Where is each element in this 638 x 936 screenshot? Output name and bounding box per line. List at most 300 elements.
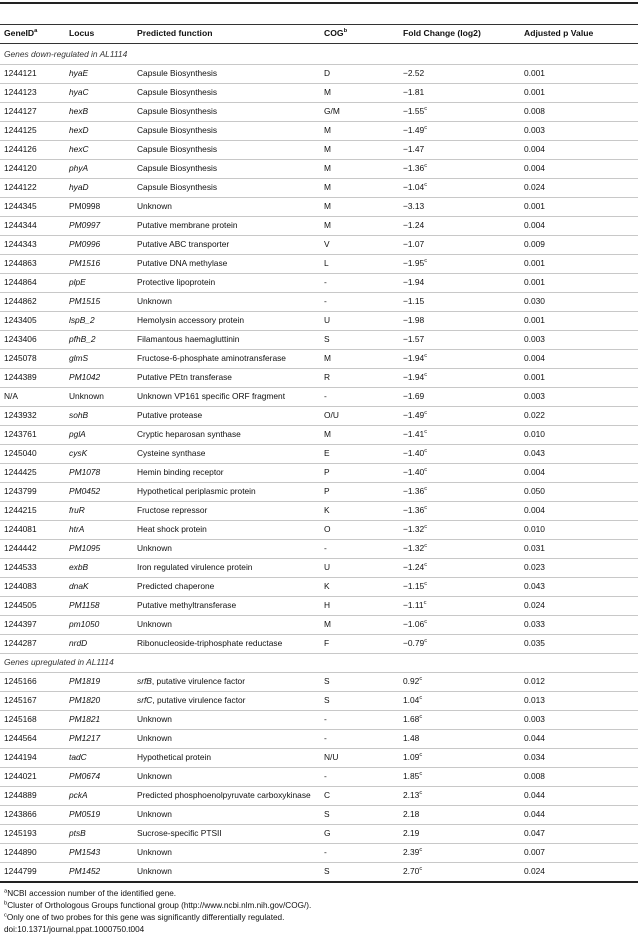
adjusted-p-value: 0.043 <box>524 448 545 458</box>
cell-fold-change <box>403 159 427 178</box>
fold-change: −1.04 <box>403 182 425 192</box>
cog-group: E <box>324 448 330 458</box>
predicted-function: Putative protease <box>137 410 203 420</box>
cell-function <box>137 729 172 748</box>
locus: sohB <box>69 410 89 420</box>
cog-group: H <box>324 600 331 610</box>
cell-cog <box>324 216 331 235</box>
cog-group: S <box>324 695 330 705</box>
cell-cog <box>324 786 330 805</box>
cell-p-value <box>524 710 545 729</box>
locus: PM0998 <box>69 201 101 211</box>
predicted-function: Cryptic heparosan synthase <box>137 429 241 439</box>
gene-id: 1244021 <box>4 771 37 781</box>
cell-p-value <box>524 577 545 596</box>
table-bottom-rule <box>0 881 638 883</box>
gene-id: 1244442 <box>4 543 37 553</box>
cell-gene-id <box>4 102 37 121</box>
adjusted-p-value: 0.001 <box>524 258 545 268</box>
gene-id: 1245078 <box>4 353 37 363</box>
column-header-footnote-mark: a <box>34 28 38 35</box>
cell-fold-change <box>403 406 427 425</box>
cog-group: M <box>324 182 331 192</box>
gene-id: 1243761 <box>4 429 37 439</box>
cell-locus <box>69 672 100 691</box>
adjusted-p-value: 0.010 <box>524 429 545 439</box>
cell-p-value <box>524 349 545 368</box>
cell-fold-change <box>403 482 427 501</box>
predicted-function: Capsule Biosynthesis <box>137 68 218 78</box>
adjusted-p-value: 0.001 <box>524 372 545 382</box>
locus: pfhB_2 <box>69 334 96 344</box>
adjusted-p-value: 0.004 <box>524 220 545 230</box>
adjusted-p-value: 0.004 <box>524 163 545 173</box>
cell-fold-change <box>403 140 424 159</box>
function-gene-name: srfB <box>137 676 152 686</box>
cell-p-value <box>524 558 545 577</box>
adjusted-p-value: 0.031 <box>524 543 545 553</box>
gene-id: 1244083 <box>4 581 37 591</box>
cell-locus <box>69 235 100 254</box>
cell-p-value <box>524 178 545 197</box>
footnote-text: NCBI accession number of the identified gene. <box>7 889 177 898</box>
cell-fold-change <box>403 539 427 558</box>
cog-group: - <box>324 714 327 724</box>
function-gene-name: srfC <box>137 695 153 705</box>
cell-p-value <box>524 691 545 710</box>
cell-gene-id <box>4 843 37 862</box>
adjusted-p-value: 0.001 <box>524 201 545 211</box>
fold-change: −0.79 <box>403 638 425 648</box>
adjusted-p-value: 0.034 <box>524 752 545 762</box>
cell-cog <box>324 691 330 710</box>
predicted-function: Heat shock protein <box>137 524 207 534</box>
locus: dnaK <box>69 581 89 591</box>
cell-gene-id <box>4 767 37 786</box>
cell-p-value <box>524 216 545 235</box>
footnote-mark: a <box>4 888 8 895</box>
cell-cog <box>324 805 330 824</box>
cell-gene-id <box>4 64 37 83</box>
cell-p-value <box>524 843 545 862</box>
cell-cog <box>324 729 327 748</box>
adjusted-p-value: 0.043 <box>524 581 545 591</box>
gene-id: 1244215 <box>4 505 37 515</box>
gene-id: 1243866 <box>4 809 37 819</box>
cell-gene-id <box>4 292 37 311</box>
cell-function <box>137 767 172 786</box>
fold-change: −1.24 <box>403 220 425 230</box>
fold-change: −1.06 <box>403 619 425 629</box>
fold-change: −1.94 <box>403 353 425 363</box>
fold-change: 1.68 <box>403 714 420 724</box>
fold-change: −1.32 <box>403 524 425 534</box>
cell-locus <box>69 805 100 824</box>
predicted-function: Filamantous haemagluttinin <box>137 334 240 344</box>
fold-change: −1.95 <box>403 258 425 268</box>
cell-fold-change <box>403 330 424 349</box>
cell-cog <box>324 672 330 691</box>
section-heading-label: Genes down-regulated in AL1114 <box>4 49 128 59</box>
locus: PM0452 <box>69 486 101 496</box>
cell-function <box>137 539 172 558</box>
fold-change-footnote-mark: c <box>424 467 428 474</box>
cell-cog <box>324 444 330 463</box>
adjusted-p-value: 0.003 <box>524 714 545 724</box>
cell-locus <box>69 159 88 178</box>
locus: exbB <box>69 562 89 572</box>
gene-id: 1243932 <box>4 410 37 420</box>
cell-cog <box>324 501 330 520</box>
cog-group: R <box>324 372 331 382</box>
fold-change-footnote-mark: c <box>424 543 428 550</box>
fold-change: −3.13 <box>403 201 425 211</box>
predicted-function: Capsule Biosynthesis <box>137 182 218 192</box>
cell-function <box>137 596 236 615</box>
locus: PM1078 <box>69 467 101 477</box>
cell-gene-id <box>4 254 37 273</box>
cell-cog <box>324 843 327 862</box>
cell-p-value <box>524 425 545 444</box>
cog-group: L <box>324 258 329 268</box>
cell-gene-id <box>4 178 37 197</box>
cell-fold-change <box>403 824 419 843</box>
predicted-function: Unknown <box>137 619 172 629</box>
cell-gene-id <box>4 805 37 824</box>
cell-fold-change <box>403 235 424 254</box>
cell-cog <box>324 292 327 311</box>
cog-group: M <box>324 220 331 230</box>
fold-change: −1.40 <box>403 467 425 477</box>
cell-gene-id <box>4 672 37 691</box>
cell-function <box>137 368 232 387</box>
fold-change: 1.48 <box>403 733 420 743</box>
cell-locus <box>69 615 99 634</box>
cell-function <box>137 330 239 349</box>
adjusted-p-value: 0.044 <box>524 809 545 819</box>
gene-id: 1244126 <box>4 144 37 154</box>
fold-change: −1.32 <box>403 543 425 553</box>
predicted-function: , putative virulence factor <box>152 695 246 705</box>
cell-fold-change <box>403 102 427 121</box>
cell-fold-change <box>403 254 427 273</box>
fold-change: 0.92 <box>403 676 420 686</box>
column-header-label: Predicted function <box>137 28 213 38</box>
adjusted-p-value: 0.044 <box>524 733 545 743</box>
cell-p-value <box>524 121 545 140</box>
cog-group: V <box>324 239 330 249</box>
cell-function <box>137 691 245 710</box>
cell-gene-id <box>4 235 37 254</box>
cell-cog <box>324 482 330 501</box>
footnote-text: Cluster of Orthologous Groups functional group (http://www.ncbi.nlm.nih.gov/COG/). <box>7 901 312 910</box>
gene-id: 1244123 <box>4 87 37 97</box>
cell-locus <box>69 786 88 805</box>
predicted-function: , putative virulence factor <box>151 676 245 686</box>
fold-change: 2.39 <box>403 847 420 857</box>
cell-fold-change <box>403 748 422 767</box>
predicted-function: Hypothetical protein <box>137 752 212 762</box>
cell-p-value <box>524 330 545 349</box>
fold-change: −1.49 <box>403 125 425 135</box>
predicted-function: Unknown <box>137 809 172 819</box>
cell-locus <box>69 330 96 349</box>
fold-change-footnote-mark: c <box>424 619 428 626</box>
cell-cog <box>324 862 330 881</box>
cell-cog <box>324 577 330 596</box>
fold-change-footnote-mark: c <box>424 163 428 170</box>
fold-change-footnote-mark: c <box>419 695 423 702</box>
cell-gene-id <box>4 596 37 615</box>
cell-function <box>137 83 217 102</box>
adjusted-p-value: 0.012 <box>524 676 545 686</box>
cell-p-value <box>524 197 545 216</box>
cell-cog <box>324 406 339 425</box>
cog-group: S <box>324 809 330 819</box>
cog-group: M <box>324 125 331 135</box>
cell-gene-id <box>4 710 37 729</box>
cog-group: - <box>324 296 327 306</box>
cell-locus <box>69 368 100 387</box>
fold-change: −1.69 <box>403 391 425 401</box>
cell-cog <box>324 634 329 653</box>
cell-cog <box>324 235 330 254</box>
adjusted-p-value: 0.003 <box>524 391 545 401</box>
fold-change: 1.85 <box>403 771 420 781</box>
predicted-function: Hemin binding receptor <box>137 467 224 477</box>
cog-group: G <box>324 828 331 838</box>
cog-group: - <box>324 733 327 743</box>
cell-fold-change <box>403 292 424 311</box>
fold-change: −1.49 <box>403 410 425 420</box>
doi-label <box>4 924 144 936</box>
cell-locus <box>69 273 86 292</box>
cell-locus <box>69 691 100 710</box>
locus: lspB_2 <box>69 315 95 325</box>
cell-cog <box>324 102 340 121</box>
predicted-function: Unknown <box>137 296 172 306</box>
cell-cog <box>324 463 330 482</box>
locus: cysK <box>69 448 88 458</box>
adjusted-p-value: 0.047 <box>524 828 545 838</box>
cell-locus <box>69 596 100 615</box>
cell-cog <box>324 64 330 83</box>
locus: PM1516 <box>69 258 101 268</box>
cell-p-value <box>524 824 545 843</box>
cell-fold-change <box>403 710 422 729</box>
cell-locus <box>69 539 100 558</box>
cell-locus <box>69 197 100 216</box>
fold-change-footnote-mark: c <box>419 847 423 854</box>
cell-locus <box>69 425 86 444</box>
fold-change: −1.36 <box>403 486 425 496</box>
cell-fold-change <box>403 862 422 881</box>
gene-id: 1245166 <box>4 676 37 686</box>
predicted-function: Unknown <box>137 771 172 781</box>
cell-locus <box>69 463 100 482</box>
cog-group: F <box>324 638 330 648</box>
gene-id: 1244890 <box>4 847 37 857</box>
cog-group: - <box>324 543 327 553</box>
locus: glmS <box>69 353 89 363</box>
cog-group: S <box>324 676 330 686</box>
fold-change-footnote-mark: c <box>419 866 423 873</box>
cell-cog <box>324 387 327 406</box>
footnote-text: doi:10.1371/journal.ppat.1000750.t004 <box>4 925 145 934</box>
section-heading <box>4 653 114 672</box>
predicted-function: Protective lipoprotein <box>137 277 216 287</box>
fold-change-footnote-mark: c <box>419 790 423 797</box>
cell-gene-id <box>4 425 37 444</box>
adjusted-p-value: 0.024 <box>524 182 545 192</box>
adjusted-p-value: 0.003 <box>524 125 545 135</box>
cell-p-value <box>524 254 545 273</box>
predicted-function: Fructose repressor <box>137 505 208 515</box>
fold-change-footnote-mark: c <box>424 410 428 417</box>
cell-cog <box>324 83 331 102</box>
fold-change: −1.24 <box>403 562 425 572</box>
cell-function <box>137 64 217 83</box>
cell-p-value <box>524 311 545 330</box>
locus: PM1821 <box>69 714 101 724</box>
cell-cog <box>324 767 327 786</box>
column-header <box>324 24 347 43</box>
predicted-function: Capsule Biosynthesis <box>137 125 218 135</box>
fold-change-footnote-mark: c <box>424 524 428 531</box>
cell-gene-id <box>4 577 37 596</box>
adjusted-p-value: 0.001 <box>524 87 545 97</box>
cell-cog <box>324 824 331 843</box>
cell-locus <box>69 254 100 273</box>
locus: PM1217 <box>69 733 101 743</box>
fold-change: −2.52 <box>403 68 425 78</box>
cell-cog <box>324 425 331 444</box>
predicted-function: Unknown <box>137 847 172 857</box>
predicted-function: Putative membrane protein <box>137 220 238 230</box>
gene-id: 1244863 <box>4 258 37 268</box>
cell-function <box>137 216 238 235</box>
cell-gene-id <box>4 482 37 501</box>
column-header-label: Fold Change (log2) <box>403 28 481 38</box>
cell-locus <box>69 577 89 596</box>
adjusted-p-value: 0.024 <box>524 866 545 876</box>
locus: PM1819 <box>69 676 101 686</box>
cell-function <box>137 311 244 330</box>
cog-group: S <box>324 334 330 344</box>
cell-gene-id <box>4 311 37 330</box>
column-header <box>4 24 37 43</box>
adjusted-p-value: 0.001 <box>524 315 545 325</box>
cell-function <box>137 558 252 577</box>
cell-locus <box>69 406 88 425</box>
cell-cog <box>324 615 331 634</box>
cog-group: P <box>324 467 330 477</box>
cell-fold-change <box>403 121 427 140</box>
fold-change: −1.40 <box>403 448 425 458</box>
cell-function <box>137 444 205 463</box>
cell-fold-change <box>403 558 427 577</box>
cell-locus <box>69 862 100 881</box>
cell-fold-change <box>403 83 424 102</box>
cell-function <box>137 254 227 273</box>
column-header-label: Adjusted p Value <box>524 28 594 38</box>
cell-cog <box>324 349 331 368</box>
cell-cog <box>324 558 330 577</box>
adjusted-p-value: 0.013 <box>524 695 545 705</box>
gene-id: 1244125 <box>4 125 37 135</box>
cell-gene-id <box>4 197 37 216</box>
cell-function <box>137 463 224 482</box>
fold-change-footnote-mark: c <box>424 258 428 265</box>
fold-change: −1.47 <box>403 144 425 154</box>
cell-fold-change <box>403 805 419 824</box>
gene-id: 1244799 <box>4 866 37 876</box>
cell-p-value <box>524 140 545 159</box>
cell-function <box>137 710 172 729</box>
cell-gene-id <box>4 539 37 558</box>
fold-change-footnote-mark: c <box>424 448 428 455</box>
fold-change: −1.41 <box>403 429 425 439</box>
cell-p-value <box>524 634 545 653</box>
cell-gene-id <box>4 558 37 577</box>
predicted-function: Capsule Biosynthesis <box>137 106 218 116</box>
cell-fold-change <box>403 64 424 83</box>
locus: hexD <box>69 125 89 135</box>
cell-locus <box>69 748 87 767</box>
cog-group: K <box>324 581 330 591</box>
predicted-function: Putative methyltransferase <box>137 600 237 610</box>
cell-fold-change <box>403 387 424 406</box>
cell-locus <box>69 634 87 653</box>
gene-id: 1245168 <box>4 714 37 724</box>
cell-cog <box>324 520 331 539</box>
cell-p-value <box>524 520 545 539</box>
fold-change: 2.13 <box>403 790 420 800</box>
cell-function <box>137 159 217 178</box>
locus: Unknown <box>69 391 104 401</box>
predicted-function: Putative DNA methylase <box>137 258 228 268</box>
cell-cog <box>324 539 327 558</box>
cell-locus <box>69 83 89 102</box>
cell-locus <box>69 444 87 463</box>
cog-group: M <box>324 87 331 97</box>
cell-p-value <box>524 539 545 558</box>
locus: pglA <box>69 429 86 439</box>
gene-id: 1244120 <box>4 163 37 173</box>
cell-locus <box>69 216 100 235</box>
predicted-function: Unknown VP161 specific ORF fragment <box>137 391 286 401</box>
cell-gene-id <box>4 140 37 159</box>
predicted-function: Hypothetical periplasmic protein <box>137 486 256 496</box>
gene-id: 1244564 <box>4 733 37 743</box>
gene-id: 1244397 <box>4 619 37 629</box>
cell-gene-id <box>4 387 18 406</box>
locus: ptsB <box>69 828 86 838</box>
column-header <box>69 24 94 43</box>
gene-id: 1243406 <box>4 334 37 344</box>
cell-function <box>137 121 217 140</box>
cell-fold-change <box>403 729 419 748</box>
cell-fold-change <box>403 273 424 292</box>
fold-change-footnote-mark: c <box>424 106 428 113</box>
cell-p-value <box>524 387 545 406</box>
cell-fold-change <box>403 767 422 786</box>
cell-fold-change <box>403 178 427 197</box>
cell-gene-id <box>4 634 37 653</box>
cell-cog <box>324 159 331 178</box>
adjusted-p-value: 0.004 <box>524 505 545 515</box>
fold-change: 2.18 <box>403 809 420 819</box>
